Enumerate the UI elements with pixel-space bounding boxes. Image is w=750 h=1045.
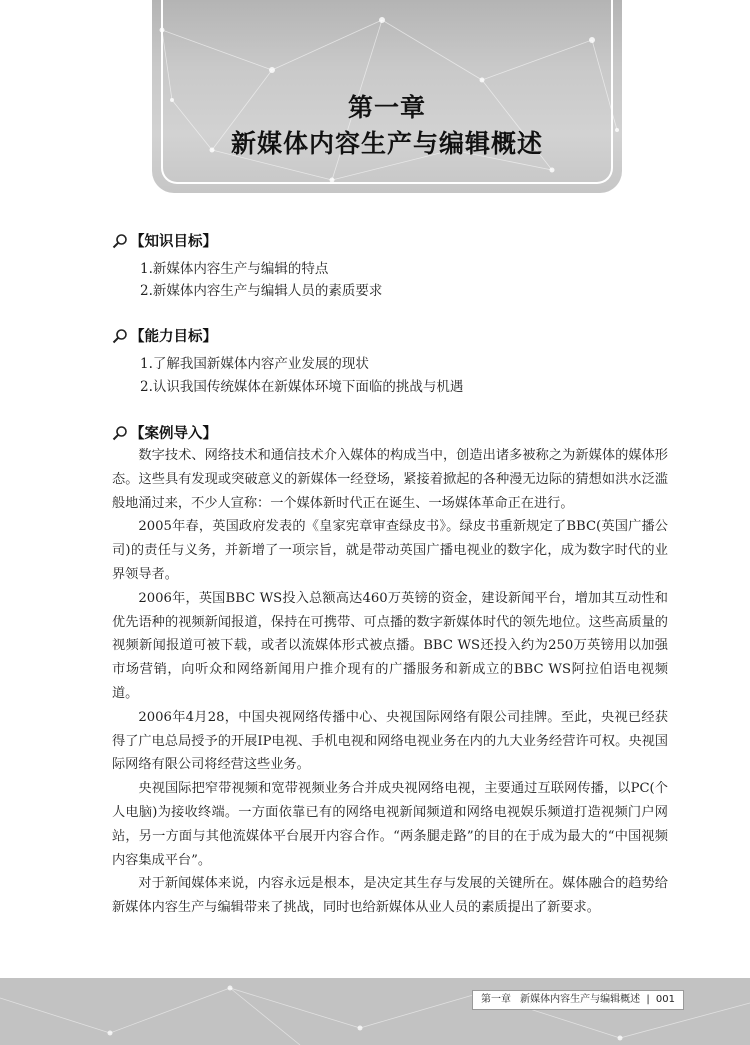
- knowledge-item-2: 2.新媒体内容生产与编辑人员的素质要求: [140, 283, 383, 299]
- knowledge-item-1: 1.新媒体内容生产与编辑的特点: [140, 261, 329, 277]
- footer-separator: |: [646, 994, 650, 1005]
- magnifier-icon: [112, 233, 128, 249]
- running-footer-tab: [472, 990, 684, 1010]
- network-pattern-decoration: [152, 0, 622, 193]
- paragraph: 2005年春，英国政府发表的《皇家宪章审查绿皮书》。绿皮书重新规定了BBC(英国广播公司)的责任与义务，并新增了一项宗旨，就是带动英国广播电视业的数字化，成为数字时代的业界领导者。: [112, 519, 668, 582]
- section-heading-text: 【案例导入】: [130, 426, 217, 442]
- paragraph: 2006年，英国BBC WS投入总额高达460万英镑的资金，建设新闻平台，增加其互动性和优先语种的视频新闻报道，保持在可携带、可点播的数字新媒体时代的领先地位。这些高质量的视频新闻报道可被下载，或者以流媒体形式被点播。BBC WS还投入约为250万英镑用以加强市场营销，向听众和网络新闻用户推介现有的广播服务和新成立的BBC WS阿拉伯语电视频道。: [112, 590, 668, 701]
- footer-network-decoration: [0, 978, 750, 1045]
- ability-item-1: 1.了解我国新媒体内容产业发展的现状: [140, 356, 369, 372]
- chapter-number: 第一章: [347, 93, 426, 122]
- chapter-title: 新媒体内容生产与编辑概述: [230, 129, 543, 158]
- magnifier-icon: [112, 328, 128, 344]
- paragraph: 对于新闻媒体来说，内容永远是根本，是决定其生存与发展的关键所在。媒体融合的趋势给新媒体内容生产与编辑带来了挑战，同时也给新媒体从业人员的素质提出了新要求。: [112, 876, 668, 916]
- footer-title: 新媒体内容生产与编辑概述: [520, 994, 641, 1005]
- page-footer: [0, 978, 750, 1045]
- paragraph: 2006年4月28，中国央视网络传播中心、央视国际网络有限公司挂牌。至此，央视已经获得了广电总局授予的开展IP电视、手机电视和网络电视业务在内的九大业务经营许可权。央视国际网络有限公司将经营这些业务。: [112, 709, 668, 773]
- section-heading-case: [112, 422, 217, 443]
- section-heading-knowledge: [112, 230, 217, 251]
- section-heading-ability: [112, 325, 217, 346]
- page-number: 001: [655, 994, 675, 1005]
- paragraph: 央视国际把窄带视频和宽带视频业务合并成央视网络电视，主要通过互联网传播，以PC(个人电脑)为接收终端。一方面依靠已有的网络电视新闻频道和网络电视娱乐频道打造视频门户网站，另一方面与其他流媒体平台展开内容合作。“两条腿走路”的目的在于成为最大的“中国视频内容集成平台”。: [112, 781, 668, 868]
- footer-chapter: 第一章: [480, 994, 511, 1005]
- magnifier-icon: [112, 425, 128, 441]
- section-heading-text: 【能力目标】: [130, 329, 217, 345]
- chapter-banner: [152, 0, 622, 193]
- ability-item-2: 2.认识我国传统媒体在新媒体环境下面临的挑战与机遇: [140, 379, 464, 395]
- section-heading-text: 【知识目标】: [130, 234, 217, 250]
- paragraph: 数字技术、网络技术和通信技术介入媒体的构成当中，创造出诸多被称之为新媒体的媒体形态。这些具有发现或突破意义的新媒体一经登场，紧接着掀起的各种漫无边际的猜想如洪水泛滥般地涌过来，不少人宣称：一个媒体新时代正在诞生、一场媒体革命正在进行。: [112, 448, 668, 511]
- case-body: [112, 444, 668, 920]
